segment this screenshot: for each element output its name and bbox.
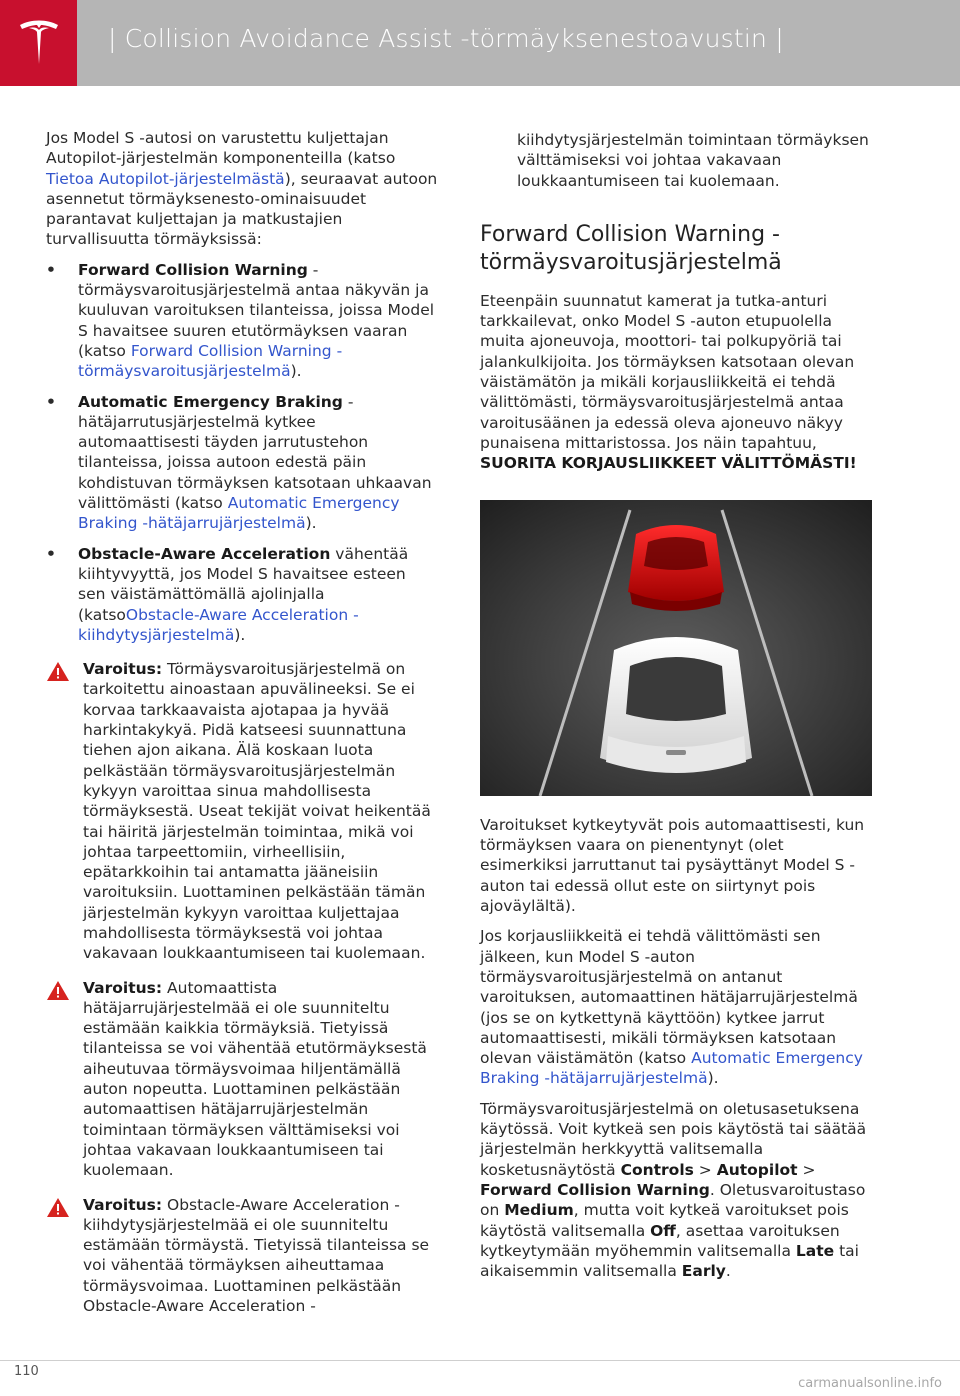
left-column	[46, 128, 438, 1330]
text-run: Automaattista hätäjarrujärjestelmää ei ole suunniteltu estämään kaikkia törmäyksiä. Tietyissä tilanteissa se voi vähentää etutörmäyksestä aiheutuvaa törmäysvoimaa hiljentämällä auton nopeutta. Luottaminen pelkästään automaattisen hätäjarrujärjestelmän toimintaan törmäyksen välttämiseksi voi johtaa vakavaan loukkaantumiseen tai kuolemaan.	[83, 978, 427, 1180]
warning-icon	[46, 661, 70, 682]
cross-reference-link[interactable]: Automatic Emergency Braking -hätäjarrujärjestelmä	[480, 1049, 863, 1088]
cross-reference-link[interactable]: Automatic Emergency Braking -hätäjarrujärjestelmä	[78, 494, 400, 533]
list-item	[46, 260, 438, 382]
bold-term: SUORITA KORJAUSLIIKKEET VÄLITTÖMÄSTI!	[480, 454, 857, 473]
list-item	[46, 544, 438, 645]
continuation-paragraph	[480, 130, 872, 191]
text-run: .	[725, 1262, 731, 1281]
bold-term: Medium	[504, 1201, 574, 1220]
text-run: Varoitukset kytkeytyvät pois automaattisesti, kun törmäyksen vaara on pienentynyt (olet esimerkiksi jarruttanut tai pysäyttänyt Model S -auton tai edessä ollut este on siirtynyt pois ajoväylältä).	[480, 815, 865, 916]
warning-block	[46, 1195, 438, 1317]
text-run: >	[797, 1160, 816, 1179]
text-run: ).	[305, 514, 317, 533]
text-run: ).	[707, 1069, 719, 1088]
bold-term: Early	[681, 1262, 726, 1281]
list-item	[46, 392, 438, 534]
warning-text	[83, 978, 438, 1181]
warning-block	[46, 659, 438, 963]
description-paragraph	[480, 815, 872, 916]
cross-reference-link[interactable]: Forward Collision Warning -törmäysvaroitusjärjestelmä	[78, 341, 343, 381]
bold-term: Varoitus:	[83, 1195, 163, 1214]
collision-warning-illustration	[480, 500, 872, 796]
text-run: . Oletusvaroitustaso on	[480, 1180, 866, 1220]
text-run: - törmäysvaroitusjärjestelmä antaa näkyvän ja kuuluvan varoituksen tilanteissa, joissa Model S havaitsee suuren etutörmäyksen vaaran (katso	[78, 260, 435, 360]
text-run: - hätäjarrutusjärjestelmä kytkee automaattisesti täyden jarrutustehon tilanteissa, joissa autoon edestä päin kohdistuvan törmäyksen katsotaan uhkaavan välittömästi (katso	[78, 392, 432, 513]
text-run: , mutta voit kytkeä varoitukset pois käytöstä valitsemalla	[480, 1201, 849, 1240]
bullet-icon: •	[46, 392, 56, 411]
bold-term: Controls	[620, 1160, 694, 1179]
bold-term: Forward Collision Warning	[480, 1180, 710, 1199]
text-run: Törmäysvaroitusjärjestelmä on oletusasetuksena käytössä. Voit kytkeä sen pois käytöstä tai säätää järjestelmän herkkyyttä valitsemalla kosketusnäytöstä	[480, 1099, 867, 1179]
text-run: tai aikaisemmin valitsemalla	[480, 1241, 859, 1281]
bullet-icon: •	[46, 260, 56, 279]
bold-term: Varoitus:	[83, 660, 163, 679]
text-run: Jos korjausliikkeitä ei tehdä välittömästi sen jälkeen, kun Model S -auton törmäysvaroitusjärjestelmä on antanut varoituksen, automaattinen hätäjarrujärjestelmä (jos se on kytkettynä käyttöön) kytkee jarrut automaattisesti, mikäli törmäyksen katsotaan olevan väistämätön (katso	[480, 927, 858, 1068]
bold-term: Automatic Emergency Braking	[78, 392, 343, 411]
intro-paragraph	[46, 128, 438, 250]
warning-text	[83, 659, 438, 963]
warning-icon	[46, 1197, 70, 1218]
text-run: Jos Model S -autosi on varustettu kuljettajan Autopilot-järjestelmän komponenteilla (katso	[46, 129, 396, 168]
feature-list	[46, 260, 438, 645]
text-run: >	[693, 1160, 717, 1179]
bold-term: Late	[795, 1241, 835, 1260]
cross-reference-link[interactable]: Obstacle-Aware Acceleration -kiihdytysjärjestelmä	[78, 605, 359, 644]
text-run: ).	[290, 362, 302, 381]
bold-term: Varoitus:	[83, 978, 163, 997]
text-run: , asettaa varoituksen kytkeytymään myöhemmin valitsemalla	[480, 1221, 840, 1260]
red-car-icon	[628, 525, 724, 611]
text-run: ), seuraavat autoon asennetut törmäyksenesto-ominaisuudet parantavat kuljettajan ja matkustajien turvallisuutta törmäyksissä:	[46, 169, 438, 249]
bold-term: Off	[650, 1221, 676, 1240]
text-run: ).	[234, 625, 246, 644]
description-paragraph	[480, 291, 872, 474]
description-paragraph	[480, 926, 872, 1088]
page-header	[0, 0, 960, 86]
text-run: vähentää kiihtyvyyttä, jos Model S havaitsee esteen sen väistämättömällä ajolinjalla (katso	[78, 544, 409, 624]
tesla-logo-icon	[0, 0, 77, 86]
description-paragraph	[480, 1099, 872, 1282]
warning-icon	[46, 980, 70, 1001]
right-column	[480, 130, 872, 1291]
section-heading: Forward Collision Warning -törmäysvaroitusjärjestelmä	[480, 221, 782, 275]
bullet-icon: •	[46, 544, 56, 563]
footer-divider	[0, 1360, 960, 1361]
bold-term: Forward Collision Warning	[78, 260, 308, 279]
cross-reference-link[interactable]: Tietoa Autopilot-järjestelmästä	[46, 169, 285, 188]
text-run: Obstacle-Aware Acceleration -kiihdytysjärjestelmää ei ole suunniteltu estämään törmäystä. Tietyissä tilanteissa se voi vähentää törmäyksen aiheuttamaa törmäysvoimaa. Luottaminen pelkästään Obstacle-Aware Acceleration -	[83, 1195, 430, 1316]
warning-block	[46, 978, 438, 1181]
white-car-icon	[600, 637, 752, 773]
watermark: carmanualsonline.info	[798, 1376, 942, 1391]
page-number: 110	[14, 1364, 39, 1379]
warning-text	[83, 1195, 438, 1317]
page-title: | Collision Avoidance Assist -törmäyksenestoavustin |	[108, 24, 784, 53]
text-run: kiihdytysjärjestelmän toimintaan törmäyksen välttämiseksi voi johtaa vakavaan loukkaantumiseen tai kuolemaan.	[517, 131, 869, 190]
text-run: Eteenpäin suunnatut kamerat ja tutka-anturi tarkkailevat, onko Model S -auton etupuolella muita ajoneuvoja, moottori- tai polkupyöriä tai jalankulkijoita. Jos törmäyksen katsotaan olevan väistämätön ja mikäli korjausliikkeitä ei tehdä välittömästi, törmäysvaroitusjärjestelmä antaa varoitusäänen ja edessä oleva ajoneuvo näkyy punaisena mittaristossa. Jos näin tapahtuu,	[480, 291, 855, 452]
text-run: Törmäysvaroitusjärjestelmä on tarkoitettu ainoastaan apuvälineeksi. Se ei korvaa tarkkaavaista ajotapaa ja hyvää harkintakykyä. Pidä katseesi suunnattuna tiehen ajon aikana. Älä koskaan luota pelkästään törmäysvaroitusjärjestelmän kykyyn varoittaa sinua mahdollisesta törmäyksestä. Useat tekijät voivat heikentää tai häiritä järjestelmän toimintaa, mikä voi johtaa tarpeettomiin, virheellisiin, epätarkkoihin tai antamatta jääneisiin varoituksiin. Luottaminen pelkästään tämän järjestelmän kykyyn varoittaa kuljettajaa mahdollisesta törmäyksestä voi johtaa vakavaan loukkaantumiseen tai kuolemaan.	[83, 660, 431, 963]
bold-term: Autopilot	[716, 1160, 798, 1179]
bold-term: Obstacle-Aware Acceleration	[78, 544, 331, 563]
